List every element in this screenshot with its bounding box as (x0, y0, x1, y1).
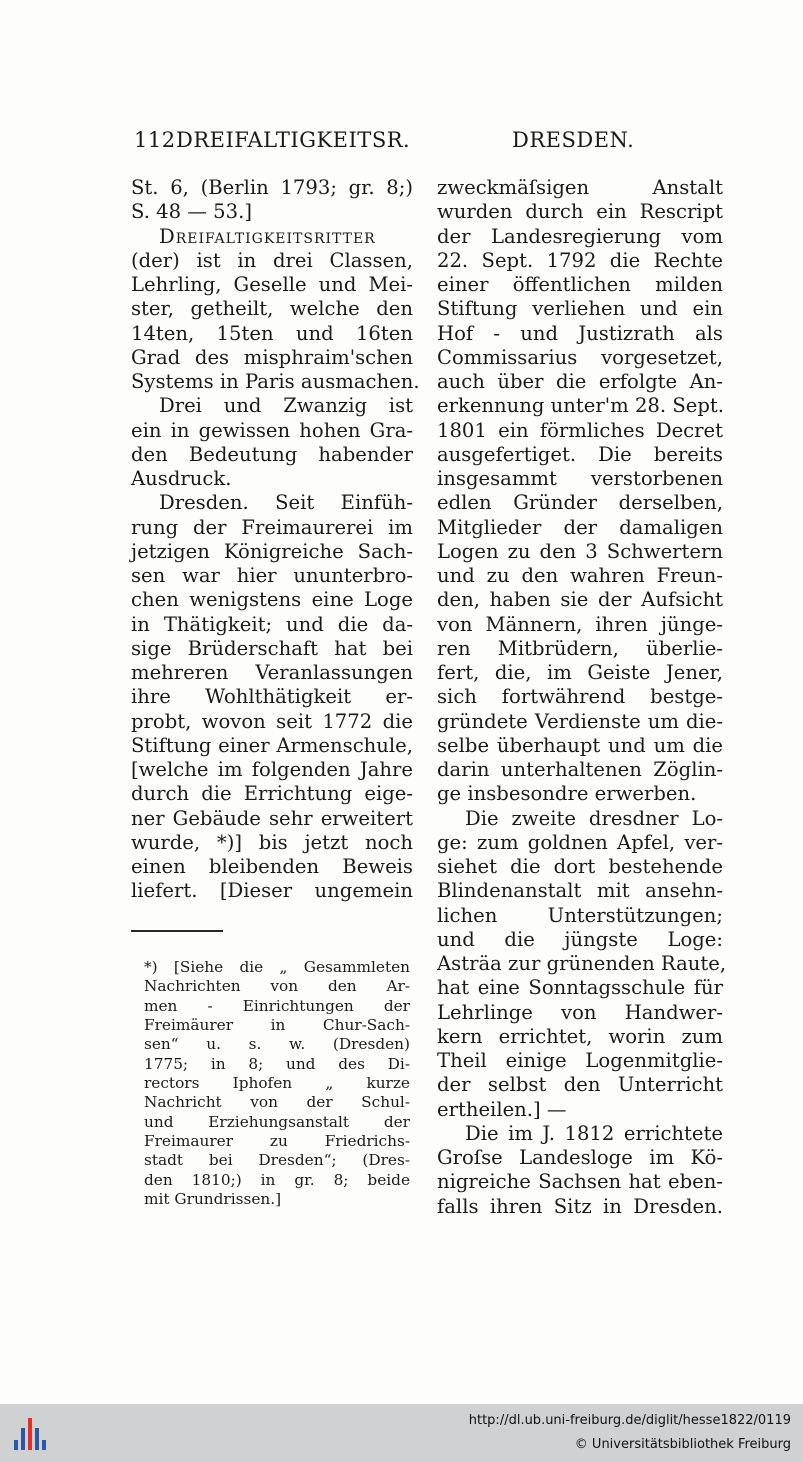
text-line: S. 48 — 53.] (131, 200, 252, 224)
text-line: darin unterhaltenen Zöglin- (437, 758, 723, 781)
text-line: sich fortwährend bestge- (437, 685, 723, 709)
text-line: in Thätigkeit; und die da- (131, 612, 413, 636)
text-line: ihre Wohlthätigkeit er- (131, 685, 413, 709)
text-line: ausgefertiget. Die bereits (437, 442, 723, 466)
text-line: und zu den wahren Freun- (437, 564, 723, 587)
text-line: Hof - und Justizrath als (437, 321, 723, 345)
text-line: Ausdruck. (131, 467, 232, 490)
header-right-title: DRESDEN. (512, 128, 635, 152)
text-line: [welche im folgenden Jahre (131, 758, 413, 781)
footnote-line: Nachrichten von den Ar- (144, 977, 410, 996)
text-line: Logen zu den 3 Schwertern (437, 539, 723, 563)
text-line: wurden durch ein Rescript (437, 200, 723, 224)
text-line: Commissarius vorgesetzet, (437, 345, 723, 369)
viewer-footer-bar (0, 1404, 803, 1462)
footnote-line: mit Grundrissen.] (144, 1190, 282, 1209)
text-line: wurde, *)] bis jetzt noch (131, 830, 413, 854)
footnote-line: Freimaurer zu Friedrichs- (144, 1132, 410, 1151)
text-line: einer öffentlichen milden (437, 273, 723, 296)
text-line: Dresden. Seit Einfüh- (159, 491, 413, 515)
text-line: ein in gewissen hohen Gra- (131, 418, 413, 442)
text-line: ster, getheilt, welche den (131, 297, 413, 321)
copyright-notice: © Universitätsbibliothek Freiburg (574, 1437, 791, 1452)
text-line: Mitglieder der damaligen (437, 515, 723, 539)
running-header (134, 128, 654, 162)
footnote-line: Nachricht von der Schul- (144, 1093, 410, 1112)
right-text-column (437, 176, 727, 1219)
text-line: Systems in Paris ausmachen. (131, 370, 420, 393)
text-line: nigreiche Sachsen hat eben- (437, 1170, 723, 1194)
left-text-column (131, 176, 420, 904)
text-line: Stiftung einer Armenschule, (131, 733, 413, 757)
text-line: insgesammt verstorbenen (437, 467, 723, 490)
text-line: den Bedeutung habender (131, 442, 413, 466)
text-line: falls ihren Sitz in Dresden. (437, 1194, 723, 1218)
ub-freiburg-logo-icon[interactable] (10, 1414, 50, 1454)
footnote-line: men - Einrichtungen der (144, 996, 410, 1015)
text-line: ge: zum goldnen Apfel, ver- (437, 830, 723, 854)
header-left-title: DREIFALTIGKEITSR. (176, 128, 411, 152)
text-line: kern errichtet, worin zum (437, 1024, 723, 1048)
text-line: siehet die dort bestehende (437, 855, 723, 878)
text-line: St. 6, (Berlin 1793; gr. 8;) (131, 176, 413, 199)
footnote-rule (131, 930, 223, 932)
footnote-line: den 1810;) in gr. 8; beide (144, 1170, 410, 1189)
text-line: Blindenanstalt mit ansehn- (437, 879, 723, 903)
footnote-line: 1775; in 8; und des Di- (144, 1054, 410, 1073)
text-line: gründete Verdienste um die- (437, 709, 723, 733)
text-line: 14ten, 15ten und 16ten (131, 321, 413, 345)
text-line: von Männern, ihren jünge- (437, 612, 723, 636)
text-line: Drei und Zwanzig ist (159, 394, 413, 418)
text-line: sen war hier ununterbro- (131, 564, 413, 587)
footnote-line: und Erziehungsanstalt der (144, 1112, 410, 1131)
text-line: chen wenigstens eine Loge (131, 588, 413, 612)
text-line: Lehrling, Geselle und Mei- (131, 273, 413, 296)
footnote-line: stadt bei Dresden“; (Dres- (144, 1151, 410, 1170)
text-line: Stiftung verliehen und ein (437, 297, 723, 321)
text-line: ge insbesondre erwerben. (437, 782, 697, 806)
text-line: hat eine Sonntagsschule für (437, 976, 723, 1000)
footnote-line: *) [Siehe die „ Gesammleten (144, 958, 410, 976)
text-line: (der) ist in drei Classen, (131, 248, 413, 272)
text-line: Lehrlinge von Handwer- (437, 1000, 723, 1024)
text-line: Groſse Landesloge im Kö- (437, 1146, 723, 1169)
text-line: ner Gebäude sehr erweitert (131, 806, 413, 830)
text-line: liefert. [Dieser ungemein (131, 879, 413, 903)
text-line: rung der Freimaurerei im (131, 515, 413, 539)
footnote-line: rectors Iphofen „ kurze (144, 1074, 410, 1093)
text-line: Theil einige Logenmitglie- (437, 1049, 723, 1072)
text-line: Die zweite dresdner Lo- (465, 806, 723, 830)
text-line: durch die Errichtung eige- (131, 782, 413, 806)
text-line: den, haben sie der Aufsicht (437, 588, 723, 612)
text-line: 22. Sept. 1792 die Rechte (437, 248, 723, 272)
text-line: Grad des misphraim'schen (131, 345, 413, 369)
page-number: 112 (134, 128, 176, 152)
text-line: und die jüngste Loge: (437, 927, 723, 951)
text-line: edlen Gründer derselben, (437, 491, 723, 515)
text-line: probt, wovon seit 1772 die (131, 709, 413, 733)
footnote (144, 958, 410, 1209)
text-line: zweckmäſsigen Anstalt (437, 176, 723, 199)
text-line: lichen Unterstützungen; (437, 903, 723, 927)
text-line: fert, die, im Geiste Jener, (437, 661, 723, 684)
text-line: der Landesregierung vom (437, 224, 723, 248)
text-line: ertheilen.] — (437, 1097, 567, 1121)
text-line: erkennung unter'm 28. Sept. (437, 394, 724, 418)
footnote-line: sen“ u. s. w. (Dresden) (144, 1035, 410, 1054)
text-line: einen bleibenden Beweis (131, 855, 413, 878)
text-line: auch über die erfolgte An- (437, 370, 723, 393)
text-line: 1801 ein förmliches Decret (437, 418, 723, 442)
text-line: der selbst den Unterricht (437, 1073, 723, 1097)
text-line: mehreren Veranlassungen (131, 661, 413, 684)
text-line: ren Mitbrüdern, überlie- (437, 636, 723, 660)
text-line: Dreifaltigkeitsritter (159, 224, 376, 248)
text-line: jetzigen Königreiche Sach- (131, 539, 413, 563)
text-line: selbe überhaupt und um die (437, 733, 723, 757)
text-line: Die im J. 1812 errichtete (465, 1121, 723, 1145)
permalink-url[interactable]: http://dl.ub.uni-freiburg.de/diglit/hesse1822/0119 (468, 1413, 791, 1428)
text-line: Asträa zur grünenden Raute, (437, 952, 727, 975)
text-line: sige Brüderschaft hat bei (131, 636, 413, 660)
footnote-line: Freimäurer in Chur-Sach- (144, 1016, 410, 1035)
